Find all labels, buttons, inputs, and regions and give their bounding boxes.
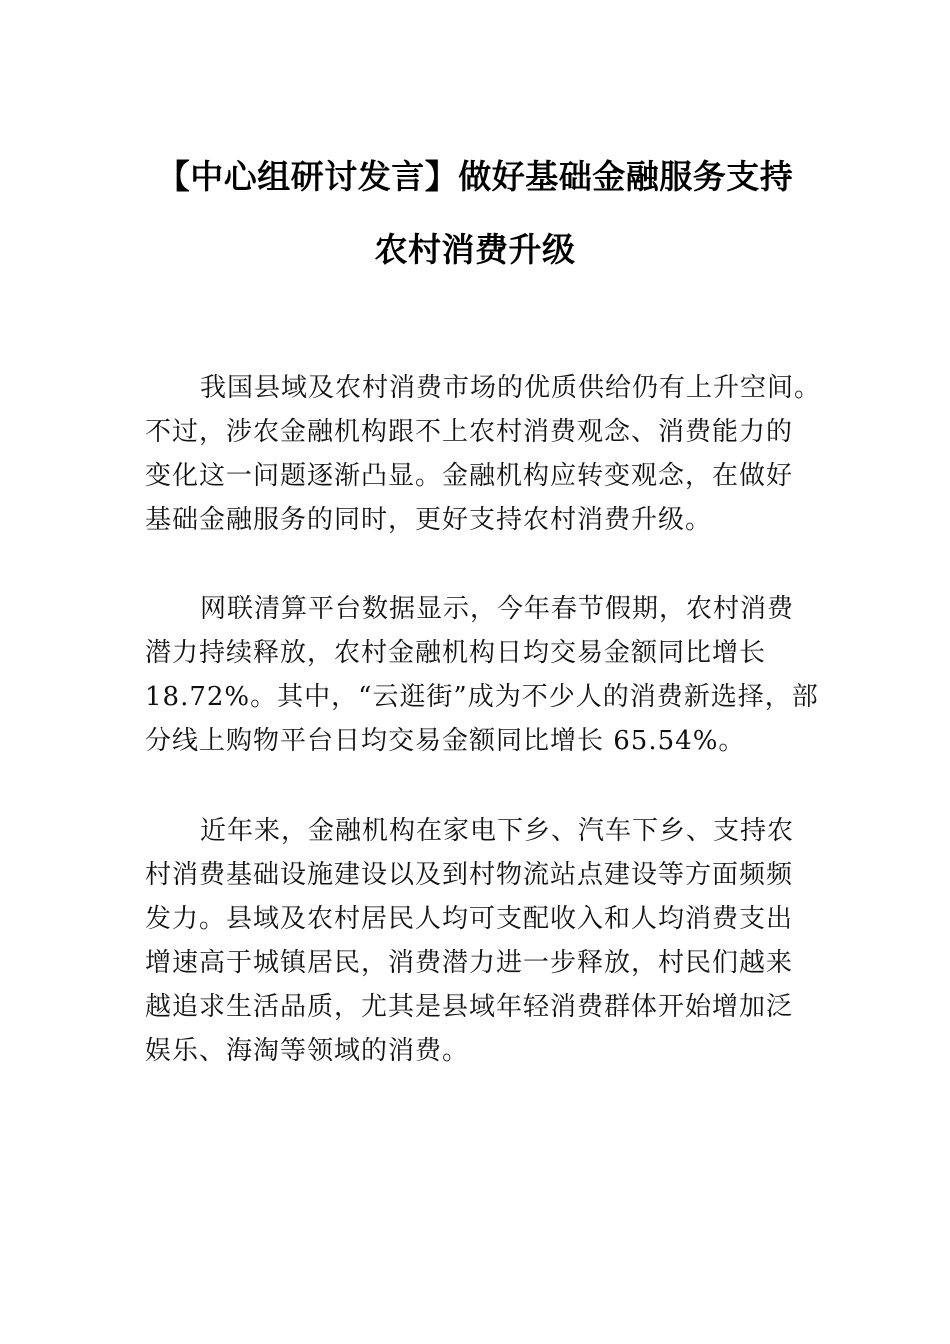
paragraph-line: 村消费基础设施建设以及到村物流站点建设等方面频频 <box>145 860 794 890</box>
paragraph-3 <box>145 809 810 1073</box>
paragraph-line: 不过，涉农金融机构跟不上农村消费观念、消费能力的 <box>145 417 794 447</box>
paragraph-1 <box>145 366 822 542</box>
document-title-line-1: 【中心组研讨发言】做好基础金融服务支持 <box>156 157 794 196</box>
paragraph-line: 变化这一问题逐渐凸显。金融机构应转变观念，在做好 <box>145 461 794 491</box>
paragraph-line: 潜力持续释放，农村金融机构日均交易金额同比增长 <box>145 638 767 668</box>
paragraph-line: 我国县域及农村消费市场的优质供给仍有上升空间。 <box>200 373 822 403</box>
paragraph-line: 越追求生活品质，尤其是县域年轻消费群体开始增加泛 <box>145 992 794 1022</box>
paragraph-line: 近年来，金融机构在家电下乡、汽车下乡、支持农 <box>200 816 795 846</box>
paragraph-line: 基础金融服务的同时，更好支持农村消费升级。 <box>145 505 713 535</box>
paragraph-line: 分线上购物平台日均交易金额同比增长 65.54%。 <box>145 726 746 756</box>
paragraph-line: 增速高于城镇居民，消费潜力进一步释放，村民们越来 <box>145 948 794 978</box>
paragraph-line: 18.72%。其中，“云逛街”成为不少人的消费新选择，部 <box>145 682 819 712</box>
document-title-line-2: 农村消费升级 <box>374 230 576 269</box>
paragraph-line: 发力。县域及农村居民人均可支配收入和人均消费支出 <box>145 904 794 934</box>
paragraph-line: 娱乐、海淘等领域的消费。 <box>145 1036 470 1066</box>
paragraph-line: 网联清算平台数据显示，今年春节假期，农村消费 <box>200 594 795 624</box>
paragraph-2 <box>145 587 819 763</box>
